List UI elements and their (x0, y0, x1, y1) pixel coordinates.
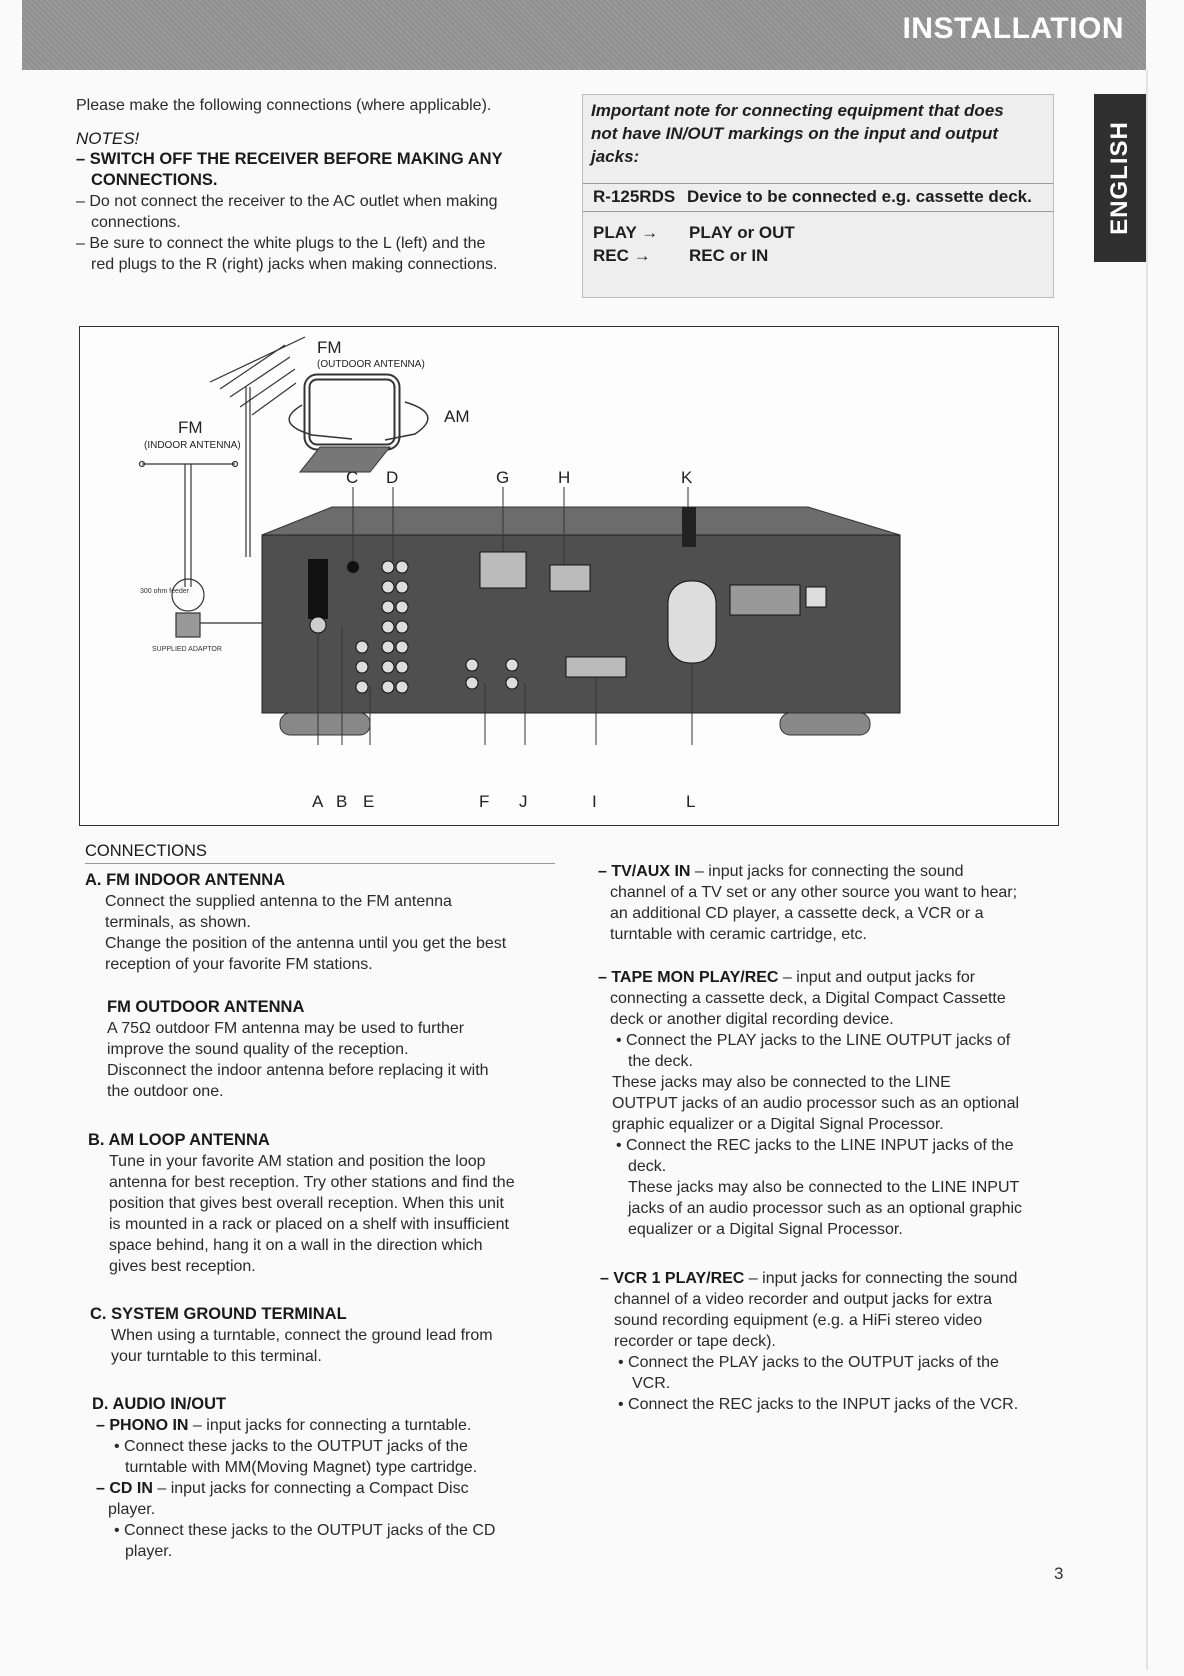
page-title: INSTALLATION (902, 12, 1124, 45)
language-tab-label: ENGLISH (1106, 121, 1133, 235)
fm-indoor-sublabel: (INDOOR ANTENNA) (144, 440, 241, 451)
label-j: J (519, 792, 528, 811)
cd-bullet-1: • Connect these jacks to the OUTPUT jacks of the CD (114, 1522, 496, 1539)
cd-bullet-2: player. (125, 1543, 173, 1560)
tv-aux-section (598, 861, 1078, 945)
page-edge-line (1146, 70, 1148, 1670)
label-b: B (336, 792, 348, 811)
am-label: AM (444, 407, 470, 426)
cd-text: – input jacks for connecting a Compact Disc (152, 1480, 469, 1497)
tv-line-2: channel of a TV set or any other source you want to hear; (610, 884, 1018, 901)
section-d (92, 1394, 572, 1562)
phono-line (92, 1415, 572, 1436)
fm-outdoor-sublabel: (OUTDOOR ANTENNA) (317, 359, 425, 370)
vcr-label: – VCR 1 PLAY/REC (600, 1270, 745, 1287)
section-b-heading: B. AM LOOP ANTENNA (88, 1131, 270, 1149)
vcr-line-1 (600, 1268, 1080, 1289)
notes-heading: NOTES! (76, 129, 140, 148)
section-b-line-2: antenna for best reception. Try other stations and find the (109, 1174, 515, 1191)
important-note-box (582, 94, 1054, 298)
connection-diagram (79, 326, 1059, 826)
fm-outdoor-line-4: the outdoor one. (107, 1083, 224, 1100)
tv-line-4: turntable with ceramic cartridge, etc. (610, 926, 867, 943)
vcr-bullet-1-cont: VCR. (632, 1375, 671, 1392)
section-b (88, 1130, 568, 1277)
label-l: L (686, 792, 696, 811)
section-fm-outdoor (107, 997, 567, 1102)
tape-line-2: connecting a cassette deck, a Digital Compact Cassette (610, 990, 1006, 1007)
phono-label: – PHONO IN (96, 1417, 189, 1434)
note-1-line-1: – SWITCH OFF THE RECEIVER BEFORE MAKING ANY (76, 150, 503, 168)
phono-text: – input jacks for connecting a turntable. (188, 1417, 472, 1434)
important-note-heading-line-3: jacks: (591, 147, 640, 166)
label-a: A (312, 792, 324, 811)
section-a-line-1: Connect the supplied antenna to the FM antenna (105, 893, 452, 910)
connections-heading: CONNECTIONS (85, 842, 207, 860)
tv-label: – TV/AUX IN (598, 863, 691, 880)
section-a-heading: A. FM INDOOR ANTENNA (85, 871, 286, 889)
important-note-heading-line-2: not have IN/OUT markings on the input and output (591, 124, 999, 143)
note-rec-value: REC or IN (689, 246, 769, 265)
note-play-value: PLAY or OUT (689, 223, 795, 242)
am-loop-antenna-drawing (289, 377, 428, 472)
fm-outdoor-line-3: Disconnect the indoor antenna before replacing it with (107, 1062, 489, 1079)
intro-lead: Please make the following connections (where applicable). (76, 97, 492, 114)
page-number: 3 (1054, 1564, 1064, 1583)
intro-block (76, 95, 576, 275)
tape-para-2-line-1: These jacks may also be connected to the LINE INPUT (628, 1179, 1020, 1196)
cd-line-2: player. (108, 1501, 156, 1518)
tape-para-1-line-1: These jacks may also be connected to the LINE (612, 1074, 951, 1091)
tape-bullet-1: • Connect the PLAY jacks to the LINE OUTPUT jacks of (616, 1032, 1011, 1049)
section-b-line-6: gives best reception. (109, 1258, 256, 1275)
note-model: R-125RDS (593, 187, 676, 206)
section-c-line-1: When using a turntable, connect the ground lead from (111, 1327, 493, 1344)
section-b-line-3: position that gives best overall reception. When this unit (109, 1195, 504, 1212)
important-note-heading-line-1: Important note for connecting equipment that does (591, 101, 1004, 120)
section-a-line-3: Change the position of the antenna until you get the best (105, 935, 507, 952)
vcr-text: – input jacks for connecting the sound (744, 1270, 1018, 1287)
receiver-rear-panel (262, 507, 900, 735)
cd-label: – CD IN (96, 1480, 153, 1497)
label-d: D (386, 468, 399, 487)
section-b-line-4: is mounted in a rack or placed on a shelf with insufficient (109, 1216, 509, 1233)
feeder-label: 300 ohm feeder (140, 588, 190, 595)
fm-outdoor-line-1: A 75Ω outdoor FM antenna may be used to further (107, 1020, 465, 1037)
note-divider-top (583, 183, 1053, 184)
vcr-section (600, 1268, 1080, 1415)
label-g: G (496, 468, 510, 487)
tape-mon-section (598, 967, 1078, 1240)
section-a (85, 870, 565, 975)
important-note-heading (583, 95, 1053, 168)
label-i: I (592, 792, 597, 811)
fm-outdoor-heading: FM OUTDOOR ANTENNA (107, 998, 305, 1016)
tape-label: – TAPE MON PLAY/REC (598, 969, 779, 986)
adaptor-label: SUPPLIED ADAPTOR (152, 646, 222, 653)
tape-bullet-2: • Connect the REC jacks to the LINE INPUT jacks of the (616, 1137, 1014, 1154)
note-rec-label: REC → (593, 246, 651, 265)
section-d-heading: D. AUDIO IN/OUT (92, 1395, 227, 1413)
label-e: E (363, 792, 375, 811)
section-a-line-2: terminals, as shown. (105, 914, 251, 931)
tape-para-2-line-3: equalizer or a Digital Signal Processor. (628, 1221, 903, 1238)
language-tab (1094, 94, 1146, 262)
vcr-line-2: channel of a video recorder and output jacks for extra (614, 1291, 992, 1308)
note-3-line-2: red plugs to the R (right) jacks when making connections. (91, 256, 498, 273)
section-a-line-4: reception of your favorite FM stations. (105, 956, 373, 973)
section-b-line-1: Tune in your favorite AM station and position the loop (109, 1153, 486, 1170)
section-b-line-5: space behind, hang it on a wall in the direction which (109, 1237, 483, 1254)
fm-outdoor-label: FM (317, 338, 342, 357)
label-f: F (479, 792, 490, 811)
note-device: Device to be connected e.g. cassette deck. (687, 187, 1032, 206)
note-play-label: PLAY → (593, 223, 659, 242)
tape-bullet-1-cont: the deck. (628, 1053, 693, 1070)
note-1-line-2: CONNECTIONS. (91, 171, 218, 189)
section-c-heading: C. SYSTEM GROUND TERMINAL (90, 1305, 347, 1323)
note-divider-bottom (583, 211, 1053, 212)
tape-bullet-2-cont: deck. (628, 1158, 667, 1175)
vcr-bullet-2: • Connect the REC jacks to the INPUT jacks of the VCR. (618, 1396, 1019, 1413)
phono-bullet-1: • Connect these jacks to the OUTPUT jacks of the (114, 1438, 468, 1455)
tape-line-3: deck or another digital recording device. (610, 1011, 894, 1028)
tape-text: – input and output jacks for (778, 969, 976, 986)
tape-para-1-line-2: OUTPUT jacks of an audio processor such as an optional (612, 1095, 1020, 1112)
cd-line (92, 1478, 572, 1499)
connections-rule (85, 863, 555, 864)
diagram-svg (80, 327, 1058, 825)
tv-line-3: an additional CD player, a cassette deck, a VCR or a (610, 905, 984, 922)
vcr-line-4: recorder or tape deck). (614, 1333, 776, 1350)
tape-line-1 (598, 967, 1078, 988)
section-c-line-2: your turntable to this terminal. (111, 1348, 322, 1365)
tape-para-1-line-3: graphic equalizer or a Digital Signal Processor. (612, 1116, 944, 1133)
label-c: C (346, 468, 359, 487)
tape-para-2-line-2: jacks of an audio processor such as an optional graphic (628, 1200, 1023, 1217)
section-c (90, 1304, 570, 1367)
fm-outdoor-line-2: improve the sound quality of the reception. (107, 1041, 409, 1058)
note-2-line-1: – Do not connect the receiver to the AC outlet when making (76, 193, 498, 210)
label-k: K (681, 468, 693, 487)
tv-text: – input jacks for connecting the sound (690, 863, 964, 880)
fm-indoor-label: FM (178, 418, 203, 437)
vcr-bullet-1: • Connect the PLAY jacks to the OUTPUT jacks of the (618, 1354, 999, 1371)
label-h: H (558, 468, 571, 487)
note-3-line-1: – Be sure to connect the white plugs to the L (left) and the (76, 235, 486, 252)
tv-line-1 (598, 861, 1078, 882)
phono-bullet-2: turntable with MM(Moving Magnet) type cartridge. (125, 1459, 478, 1476)
vcr-line-3: sound recording equipment (e.g. a HiFi stereo video (614, 1312, 983, 1329)
note-2-line-2: connections. (91, 214, 181, 231)
